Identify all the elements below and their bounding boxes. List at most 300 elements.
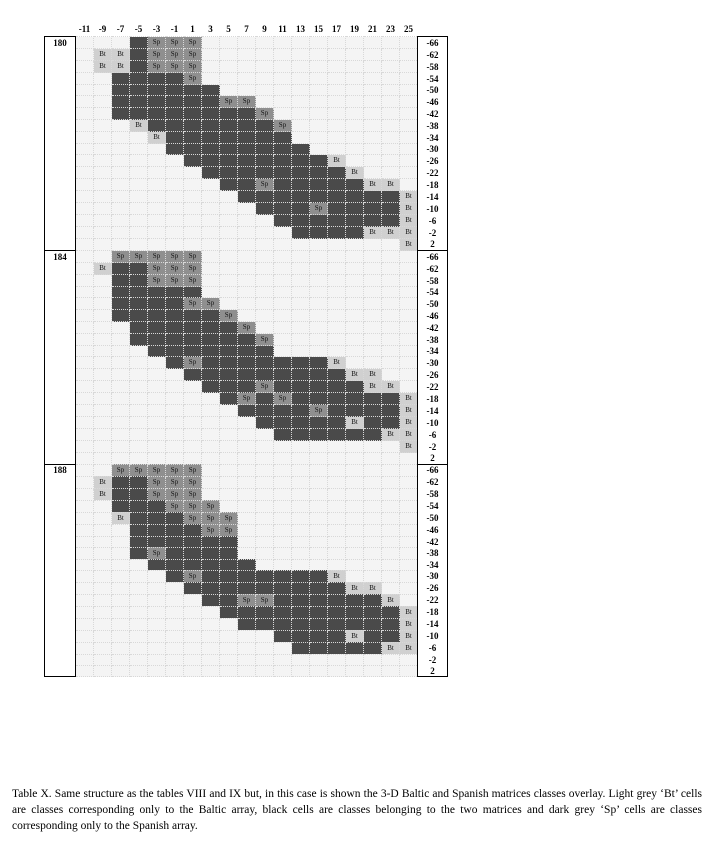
matrix-cell <box>238 346 256 357</box>
matrix-cell <box>364 287 382 298</box>
matrix-cell <box>256 37 274 49</box>
matrix-cell <box>256 239 274 251</box>
matrix-cell: Sp <box>238 322 256 334</box>
block-label-spacer <box>45 453 76 465</box>
matrix-cell: Bt <box>400 642 418 654</box>
row-header: -42 <box>418 322 448 334</box>
matrix-cell <box>238 334 256 346</box>
matrix-cell <box>256 606 274 618</box>
matrix-cell: Bt <box>94 263 112 275</box>
matrix-cell <box>238 464 256 476</box>
matrix-cell <box>310 618 328 630</box>
block-label-spacer <box>45 536 76 547</box>
matrix-cell <box>238 559 256 570</box>
matrix-cell <box>364 96 382 108</box>
matrix-cell <box>310 108 328 120</box>
matrix-cell <box>292 96 310 108</box>
matrix-cell <box>94 144 112 155</box>
matrix-cell <box>184 547 202 559</box>
matrix-cell <box>184 594 202 606</box>
matrix-cell <box>166 298 184 310</box>
matrix-cell <box>364 263 382 275</box>
row-header: -6 <box>418 642 448 654</box>
row-header: -54 <box>418 287 448 298</box>
matrix-cell <box>310 654 328 665</box>
matrix-cell <box>130 547 148 559</box>
matrix-cell <box>310 488 328 500</box>
matrix-cell <box>274 642 292 654</box>
matrix-cell <box>202 594 220 606</box>
row-header: -50 <box>418 298 448 310</box>
matrix-cell <box>166 334 184 346</box>
row-header: -26 <box>418 369 448 381</box>
matrix-cell <box>328 37 346 49</box>
matrix-cell <box>400 37 418 49</box>
matrix-cell <box>220 37 238 49</box>
matrix-cell <box>346 73 364 85</box>
matrix-cell: Bt <box>112 512 130 524</box>
block-label-spacer <box>45 108 76 120</box>
matrix-cell <box>256 536 274 547</box>
matrix-row <box>45 606 448 618</box>
row-header: -22 <box>418 167 448 179</box>
matrix-cell <box>94 417 112 429</box>
block-label-spacer <box>45 500 76 512</box>
matrix-cell <box>292 381 310 393</box>
column-header: 15 <box>314 24 323 34</box>
row-header: -18 <box>418 393 448 405</box>
matrix-cell <box>184 453 202 465</box>
matrix-cell <box>220 405 238 417</box>
matrix-row <box>45 441 448 453</box>
matrix-cell <box>220 630 238 642</box>
matrix-cell <box>382 49 400 61</box>
matrix-cell <box>148 369 166 381</box>
matrix-cell <box>94 96 112 108</box>
matrix-cell <box>256 547 274 559</box>
matrix-cell <box>364 547 382 559</box>
matrix-cell <box>112 570 130 582</box>
matrix-cell: Bt <box>400 441 418 453</box>
matrix-cell: Bt <box>382 429 400 441</box>
matrix-cell: Bt <box>400 203 418 215</box>
matrix-cell <box>130 155 148 167</box>
matrix-cell <box>184 405 202 417</box>
matrix-cell <box>166 179 184 191</box>
matrix-cell <box>310 464 328 476</box>
matrix-cell <box>130 417 148 429</box>
matrix-cell <box>130 642 148 654</box>
matrix-cell <box>256 441 274 453</box>
matrix-cell <box>310 120 328 132</box>
matrix-cell <box>238 642 256 654</box>
matrix-cell <box>310 61 328 73</box>
matrix-cell <box>220 654 238 665</box>
column-header: 21 <box>368 24 377 34</box>
matrix-cell <box>94 630 112 642</box>
matrix-cell <box>328 464 346 476</box>
matrix-cell: Sp <box>238 393 256 405</box>
matrix-cell: Sp <box>148 476 166 488</box>
matrix-cell: Bt <box>94 61 112 73</box>
matrix-cell <box>274 85 292 96</box>
matrix-row <box>45 144 448 155</box>
matrix-cell <box>328 453 346 465</box>
matrix-cell <box>148 441 166 453</box>
matrix-cell <box>166 417 184 429</box>
matrix-cell <box>274 429 292 441</box>
matrix-cell <box>400 167 418 179</box>
matrix-cell <box>292 85 310 96</box>
matrix-cell <box>346 606 364 618</box>
matrix-row <box>45 298 448 310</box>
matrix-cell <box>292 654 310 665</box>
row-header: -38 <box>418 547 448 559</box>
matrix-cell <box>364 37 382 49</box>
matrix-cell <box>130 476 148 488</box>
matrix-cell <box>382 155 400 167</box>
row-header: 2 <box>418 239 448 251</box>
matrix-cell <box>76 547 94 559</box>
matrix-cell <box>256 346 274 357</box>
matrix-cell <box>400 536 418 547</box>
matrix-cell <box>400 132 418 144</box>
matrix-cell <box>76 144 94 155</box>
matrix-cell <box>328 298 346 310</box>
block-label-spacer <box>45 310 76 322</box>
matrix-cell <box>220 49 238 61</box>
matrix-row <box>45 618 448 630</box>
matrix-cell <box>130 108 148 120</box>
matrix-cell <box>148 334 166 346</box>
block-label-spacer <box>45 179 76 191</box>
matrix-cell: Sp <box>202 500 220 512</box>
matrix-cell <box>76 393 94 405</box>
matrix-cell <box>184 429 202 441</box>
matrix-cell <box>166 155 184 167</box>
matrix-cell <box>166 630 184 642</box>
block-label-spacer <box>45 417 76 429</box>
matrix-cell <box>148 654 166 665</box>
matrix-cell <box>310 476 328 488</box>
matrix-row <box>45 582 448 594</box>
matrix-row <box>45 179 448 191</box>
matrix-cell: Sp <box>256 108 274 120</box>
matrix-table-wrapper <box>44 22 448 677</box>
matrix-row <box>45 559 448 570</box>
block-label-spacer <box>45 298 76 310</box>
matrix-cell <box>256 500 274 512</box>
matrix-cell <box>364 120 382 132</box>
block-label: 180 <box>45 37 76 49</box>
matrix-cell <box>238 441 256 453</box>
matrix-cell <box>256 642 274 654</box>
matrix-cell <box>130 298 148 310</box>
matrix-cell <box>238 167 256 179</box>
matrix-cell <box>256 464 274 476</box>
matrix-cell <box>220 618 238 630</box>
row-header: -66 <box>418 251 448 263</box>
matrix-cell <box>256 630 274 642</box>
matrix-cell <box>220 476 238 488</box>
matrix-cell <box>382 393 400 405</box>
matrix-cell <box>256 132 274 144</box>
matrix-cell <box>292 275 310 287</box>
matrix-cell <box>364 476 382 488</box>
column-header: 19 <box>350 24 359 34</box>
matrix-cell <box>94 381 112 393</box>
matrix-cell <box>220 417 238 429</box>
matrix-cell: Sp <box>130 251 148 263</box>
matrix-cell <box>166 405 184 417</box>
matrix-cell <box>76 536 94 547</box>
matrix-cell: Bt <box>364 582 382 594</box>
matrix-cell <box>220 251 238 263</box>
matrix-cell <box>148 417 166 429</box>
matrix-cell <box>238 239 256 251</box>
matrix-cell <box>364 488 382 500</box>
matrix-cell <box>112 298 130 310</box>
matrix-cell <box>166 85 184 96</box>
matrix-cell <box>346 665 364 677</box>
matrix-cell <box>184 120 202 132</box>
matrix-cell <box>202 536 220 547</box>
matrix-cell <box>328 441 346 453</box>
matrix-cell <box>184 167 202 179</box>
matrix-cell <box>220 381 238 393</box>
column-header: 9 <box>262 24 267 34</box>
matrix-cell <box>130 405 148 417</box>
matrix-cell <box>202 322 220 334</box>
matrix-cell <box>94 453 112 465</box>
matrix-cell <box>310 167 328 179</box>
matrix-cell <box>112 334 130 346</box>
matrix-cell <box>346 441 364 453</box>
matrix-cell <box>400 179 418 191</box>
matrix-cell <box>274 334 292 346</box>
matrix-cell <box>220 429 238 441</box>
row-header: -26 <box>418 582 448 594</box>
matrix-cell <box>382 215 400 227</box>
block-label-spacer <box>45 132 76 144</box>
matrix-cell <box>76 429 94 441</box>
matrix-cell <box>310 73 328 85</box>
row-header: -2 <box>418 441 448 453</box>
block-label-spacer <box>45 120 76 132</box>
matrix-cell: Sp <box>184 488 202 500</box>
matrix-cell <box>328 227 346 239</box>
matrix-cell <box>130 239 148 251</box>
row-header: -34 <box>418 559 448 570</box>
matrix-cell <box>220 582 238 594</box>
matrix-cell <box>238 263 256 275</box>
matrix-cell: Bt <box>382 179 400 191</box>
matrix-cell <box>112 393 130 405</box>
matrix-cell: Sp <box>112 464 130 476</box>
matrix-cell <box>292 559 310 570</box>
matrix-cell <box>346 108 364 120</box>
matrix-cell <box>76 346 94 357</box>
matrix-cell <box>292 357 310 369</box>
matrix-cell <box>238 417 256 429</box>
matrix-cell: Bt <box>400 618 418 630</box>
matrix-cell: Bt <box>400 429 418 441</box>
matrix-cell <box>220 357 238 369</box>
matrix-cell <box>148 570 166 582</box>
matrix-cell <box>400 381 418 393</box>
matrix-cell <box>112 120 130 132</box>
matrix-cell <box>166 215 184 227</box>
matrix-cell <box>220 453 238 465</box>
matrix-cell <box>364 642 382 654</box>
matrix-cell <box>346 500 364 512</box>
row-header: -26 <box>418 155 448 167</box>
matrix-cell <box>310 275 328 287</box>
matrix-cell <box>274 464 292 476</box>
matrix-cell <box>292 239 310 251</box>
block-label-spacer <box>45 476 76 488</box>
matrix-cell <box>148 606 166 618</box>
column-header: 23 <box>386 24 395 34</box>
block-label-spacer <box>45 524 76 536</box>
matrix-cell <box>220 239 238 251</box>
matrix-cell <box>220 120 238 132</box>
matrix-cell <box>166 547 184 559</box>
matrix-cell <box>310 512 328 524</box>
matrix-cell <box>346 298 364 310</box>
matrix-cell <box>94 155 112 167</box>
matrix-cell <box>292 73 310 85</box>
matrix-cell <box>76 417 94 429</box>
matrix-cell <box>364 512 382 524</box>
matrix-cell: Sp <box>184 512 202 524</box>
matrix-cell <box>256 654 274 665</box>
matrix-cell <box>346 512 364 524</box>
matrix-cell <box>274 369 292 381</box>
block-label-spacer <box>45 559 76 570</box>
matrix-cell <box>148 239 166 251</box>
matrix-cell: Bt <box>346 167 364 179</box>
row-header: -62 <box>418 49 448 61</box>
matrix-cell: Sp <box>166 49 184 61</box>
matrix-cell <box>220 642 238 654</box>
row-header: -2 <box>418 654 448 665</box>
matrix-cell <box>382 167 400 179</box>
matrix-cell <box>112 381 130 393</box>
matrix-cell <box>346 179 364 191</box>
matrix-row <box>45 215 448 227</box>
row-header: -14 <box>418 405 448 417</box>
matrix-cell <box>256 49 274 61</box>
matrix-cell: Sp <box>274 393 292 405</box>
matrix-cell <box>202 654 220 665</box>
matrix-cell <box>130 536 148 547</box>
matrix-row <box>45 37 448 49</box>
matrix-cell <box>94 227 112 239</box>
block-label-spacer <box>45 547 76 559</box>
matrix-cell <box>130 524 148 536</box>
matrix-cell <box>400 310 418 322</box>
matrix-cell <box>202 464 220 476</box>
matrix-cell <box>346 357 364 369</box>
matrix-cell <box>112 405 130 417</box>
matrix-cell <box>292 227 310 239</box>
matrix-cell <box>184 96 202 108</box>
matrix-cell <box>220 144 238 155</box>
matrix-cell <box>220 61 238 73</box>
matrix-cell <box>256 167 274 179</box>
row-header: 2 <box>418 453 448 465</box>
matrix-cell <box>202 108 220 120</box>
block-label-spacer <box>45 405 76 417</box>
matrix-cell <box>382 582 400 594</box>
block-label-spacer <box>45 665 76 677</box>
matrix-row <box>45 630 448 642</box>
matrix-cell <box>382 96 400 108</box>
matrix-cell <box>184 287 202 298</box>
row-header: -14 <box>418 618 448 630</box>
matrix-cell <box>364 357 382 369</box>
matrix-cell <box>328 215 346 227</box>
matrix-cell <box>364 61 382 73</box>
matrix-cell <box>382 108 400 120</box>
matrix-cell <box>220 73 238 85</box>
matrix-cell <box>310 524 328 536</box>
matrix-cell <box>220 393 238 405</box>
matrix-cell <box>76 287 94 298</box>
matrix-row <box>45 476 448 488</box>
matrix-cell <box>130 665 148 677</box>
matrix-cell <box>76 298 94 310</box>
matrix-cell <box>364 654 382 665</box>
matrix-cell <box>274 441 292 453</box>
matrix-row <box>45 322 448 334</box>
matrix-row <box>45 488 448 500</box>
block-label-spacer <box>45 369 76 381</box>
matrix-cell <box>328 381 346 393</box>
matrix-cell <box>76 85 94 96</box>
matrix-cell <box>256 665 274 677</box>
matrix-cell <box>346 429 364 441</box>
matrix-cell <box>166 144 184 155</box>
matrix-cell <box>292 203 310 215</box>
matrix-cell <box>400 49 418 61</box>
matrix-cell <box>400 96 418 108</box>
block-label-spacer <box>45 239 76 251</box>
matrix-cell <box>184 310 202 322</box>
matrix-cell <box>274 488 292 500</box>
matrix-cell <box>184 618 202 630</box>
matrix-cell <box>76 441 94 453</box>
block-label-spacer <box>45 203 76 215</box>
matrix-cell <box>148 393 166 405</box>
matrix-cell <box>328 654 346 665</box>
matrix-cell <box>166 606 184 618</box>
matrix-cell <box>148 582 166 594</box>
matrix-cell <box>202 488 220 500</box>
matrix-row <box>45 251 448 263</box>
matrix-cell <box>310 85 328 96</box>
matrix-cell <box>148 179 166 191</box>
matrix-cell <box>184 179 202 191</box>
matrix-cell <box>292 144 310 155</box>
matrix-cell <box>364 393 382 405</box>
matrix-cell <box>328 310 346 322</box>
block-label-spacer <box>45 167 76 179</box>
matrix-row <box>45 642 448 654</box>
matrix-cell <box>382 606 400 618</box>
matrix-cell <box>274 239 292 251</box>
